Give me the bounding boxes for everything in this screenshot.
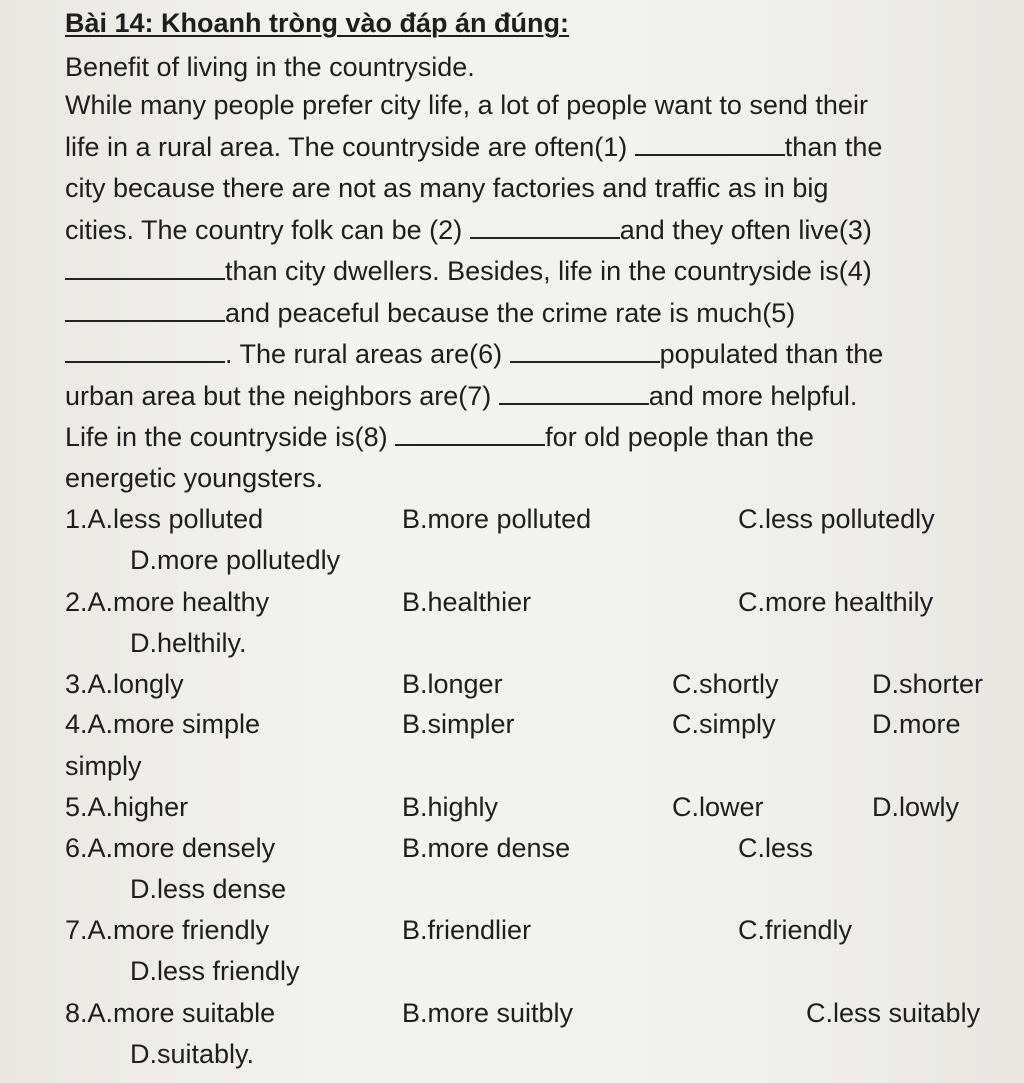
passage-line-4: [65, 213, 872, 247]
passage-line-10: energetic youngsters.: [65, 463, 324, 493]
q1-option-a[interactable]: 1.A.less polluted: [65, 504, 264, 534]
passage-line-7: [65, 337, 883, 371]
q7-option-d[interactable]: D.less friendly: [130, 956, 300, 986]
q7-option-c[interactable]: C.friendly: [738, 915, 853, 945]
answer-blank-4[interactable]: [65, 298, 225, 322]
q3-option-c[interactable]: C.shortly: [672, 669, 779, 699]
q2-option-d[interactable]: D.helthily.: [130, 628, 247, 658]
q3-option-d[interactable]: D.shorter: [872, 669, 984, 699]
passage-text: urban area but the neighbors are(7): [65, 381, 499, 411]
q3-option-a[interactable]: 3.A.longly: [65, 669, 184, 699]
passage-line-5: [65, 254, 872, 288]
passage-text: than the: [784, 132, 883, 162]
q1-option-d[interactable]: D.more pollutedly: [130, 545, 341, 575]
q8-option-a[interactable]: 8.A.more suitable: [65, 998, 276, 1028]
passage-text: populated than the: [659, 339, 884, 369]
q8-option-d[interactable]: D.suitably.: [130, 1039, 255, 1069]
q6-option-d[interactable]: D.less dense: [130, 874, 287, 904]
passage-text: Life in the countryside is(8): [65, 422, 396, 452]
passage-text: than city dwellers. Besides, life in the countryside is(4): [225, 256, 872, 286]
q4-option-c[interactable]: C.simply: [672, 709, 776, 739]
answer-blank-3[interactable]: [65, 256, 225, 280]
q5-option-a[interactable]: 5.A.higher: [65, 792, 189, 822]
answer-blank-2[interactable]: [470, 215, 620, 239]
passage-text: for old people than the: [545, 422, 814, 452]
q7-option-b[interactable]: B.friendlier: [402, 915, 532, 945]
q1-option-b[interactable]: B.more polluted: [402, 504, 592, 534]
passage-heading: Benefit of living in the countryside.: [65, 52, 475, 82]
passage-text: cities. The country folk can be (2): [65, 215, 470, 245]
q7-option-a[interactable]: 7.A.more friendly: [65, 915, 270, 945]
q4-option-d[interactable]: D.more: [872, 709, 961, 739]
passage-text: and more helpful.: [648, 381, 858, 411]
q4-option-a[interactable]: 4.A.more simple: [65, 709, 261, 739]
q4-option-d-continued[interactable]: simply: [65, 751, 142, 781]
answer-blank-8[interactable]: [395, 422, 545, 446]
passage-line-9: [65, 420, 814, 454]
q2-option-c[interactable]: C.more healthily: [738, 587, 934, 617]
passage-text: life in a rural area. The countryside are often(1): [65, 132, 635, 162]
q3-option-b[interactable]: B.longer: [402, 669, 503, 699]
q6-option-a[interactable]: 6.A.more densely: [65, 833, 276, 863]
q2-option-b[interactable]: B.healthier: [402, 587, 532, 617]
q8-option-b[interactable]: B.more suitbly: [402, 998, 574, 1028]
q6-option-c[interactable]: C.less: [738, 833, 814, 863]
passage-line-1: While many people prefer city life, a lot of people want to send their: [65, 90, 868, 120]
answer-blank-5[interactable]: [65, 339, 225, 363]
q5-option-d[interactable]: D.lowly: [872, 792, 960, 822]
passage-text: and they often live(3): [619, 215, 872, 245]
q1-option-c[interactable]: C.less pollutedly: [738, 504, 935, 534]
q5-option-c[interactable]: C.lower: [672, 792, 764, 822]
q6-option-b[interactable]: B.more dense: [402, 833, 571, 863]
passage-line-6: [65, 296, 795, 330]
q8-option-c[interactable]: C.less suitably: [806, 998, 981, 1028]
answer-blank-6[interactable]: [510, 339, 660, 363]
passage-text: and peaceful because the crime rate is much(5): [225, 298, 796, 328]
exercise-title: Bài 14: Khoanh tròng vào đáp án đúng:: [65, 8, 570, 38]
answer-blank-7[interactable]: [499, 381, 649, 405]
q5-option-b[interactable]: B.highly: [402, 792, 499, 822]
passage-line-2: [65, 130, 882, 164]
passage-line-8: [65, 379, 857, 413]
passage-text: . The rural areas are(6): [225, 339, 510, 369]
answer-blank-1[interactable]: [635, 132, 785, 156]
q4-option-b[interactable]: B.simpler: [402, 709, 515, 739]
passage-line-3: city because there are not as many factories and traffic as in big: [65, 173, 829, 203]
q2-option-a[interactable]: 2.A.more healthy: [65, 587, 270, 617]
